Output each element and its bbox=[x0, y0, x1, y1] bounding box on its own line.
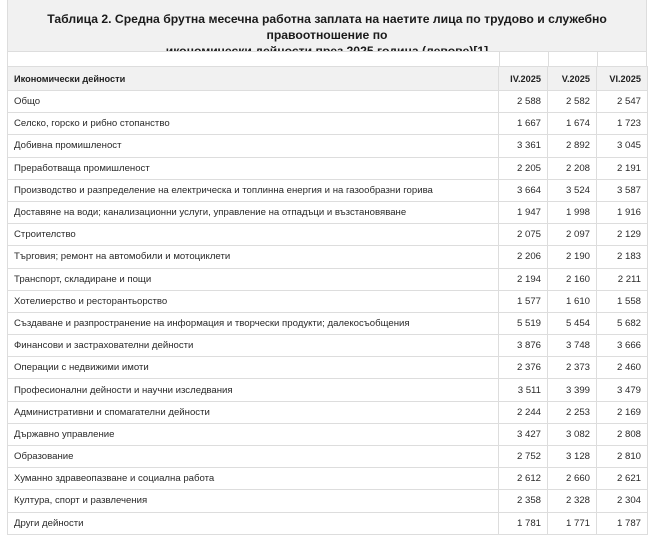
cell-may-2025: 2 373 bbox=[548, 357, 597, 379]
cell-may-2025: 2 160 bbox=[548, 268, 597, 290]
cell-may-2025: 1 610 bbox=[548, 290, 597, 312]
cell-apr-2025: 3 427 bbox=[499, 423, 548, 445]
table-row bbox=[8, 312, 648, 334]
cell-apr-2025: 1 667 bbox=[499, 113, 548, 135]
cell-activity: Култура, спорт и развлечения bbox=[8, 490, 499, 512]
cell-jun-2025: 5 682 bbox=[597, 312, 648, 334]
cell-apr-2025: 3 511 bbox=[499, 379, 548, 401]
cell-activity: Създаване и разпространение на информация и творчески продукти; далекосъобщения bbox=[8, 312, 499, 334]
cell-apr-2025: 3 876 bbox=[499, 335, 548, 357]
table-header-row bbox=[8, 67, 648, 91]
cell-apr-2025: 2 206 bbox=[499, 246, 548, 268]
cell-apr-2025: 1 577 bbox=[499, 290, 548, 312]
table-row bbox=[8, 512, 648, 534]
cell-apr-2025: 1 947 bbox=[499, 201, 548, 223]
cell-activity: Производство и разпределение на електрическа и топлинна енергия и на газообразни горива bbox=[8, 179, 499, 201]
cell-may-2025: 2 190 bbox=[548, 246, 597, 268]
cell-may-2025: 2 097 bbox=[548, 224, 597, 246]
table-row bbox=[8, 446, 648, 468]
cell-may-2025: 3 399 bbox=[548, 379, 597, 401]
cell-activity: Други дейности bbox=[8, 512, 499, 534]
table-row bbox=[8, 357, 648, 379]
cell-jun-2025: 2 810 bbox=[597, 446, 648, 468]
table-row bbox=[8, 423, 648, 445]
cell-jun-2025: 2 169 bbox=[597, 401, 648, 423]
cell-apr-2025: 2 358 bbox=[499, 490, 548, 512]
cell-jun-2025: 2 808 bbox=[597, 423, 648, 445]
cell-activity: Хуманно здравеопазване и социална работа bbox=[8, 468, 499, 490]
cell-jun-2025: 2 304 bbox=[597, 490, 648, 512]
cell-apr-2025: 2 244 bbox=[499, 401, 548, 423]
cell-apr-2025: 1 781 bbox=[499, 512, 548, 534]
table-row bbox=[8, 91, 648, 113]
cell-apr-2025: 2 752 bbox=[499, 446, 548, 468]
cell-activity: Преработваща промишленост bbox=[8, 157, 499, 179]
cell-may-2025: 2 660 bbox=[548, 468, 597, 490]
cell-jun-2025: 2 183 bbox=[597, 246, 648, 268]
cell-activity: Общо bbox=[8, 91, 499, 113]
cell-jun-2025: 3 045 bbox=[597, 135, 648, 157]
table-row bbox=[8, 135, 648, 157]
cell-activity: Транспорт, складиране и пощи bbox=[8, 268, 499, 290]
cell-may-2025: 3 128 bbox=[548, 446, 597, 468]
wages-table bbox=[7, 66, 648, 535]
cell-jun-2025: 2 129 bbox=[597, 224, 648, 246]
cell-activity: Държавно управление bbox=[8, 423, 499, 445]
table-row bbox=[8, 379, 648, 401]
cell-may-2025: 3 082 bbox=[548, 423, 597, 445]
table-empty-header-row bbox=[7, 51, 647, 66]
cell-activity: Строителство bbox=[8, 224, 499, 246]
cell-jun-2025: 1 787 bbox=[597, 512, 648, 534]
cell-activity: Операции с недвижими имоти bbox=[8, 357, 499, 379]
table-row bbox=[8, 290, 648, 312]
cell-jun-2025: 2 191 bbox=[597, 157, 648, 179]
cell-activity: Образование bbox=[8, 446, 499, 468]
table-row bbox=[8, 157, 648, 179]
cell-jun-2025: 1 723 bbox=[597, 113, 648, 135]
cell-may-2025: 1 674 bbox=[548, 113, 597, 135]
cell-activity: Селско, горско и рибно стопанство bbox=[8, 113, 499, 135]
cell-apr-2025: 2 205 bbox=[499, 157, 548, 179]
cell-apr-2025: 2 075 bbox=[499, 224, 548, 246]
cell-may-2025: 2 328 bbox=[548, 490, 597, 512]
cell-jun-2025: 2 211 bbox=[597, 268, 648, 290]
cell-may-2025: 5 454 bbox=[548, 312, 597, 334]
table-row bbox=[8, 201, 648, 223]
cell-may-2025: 2 892 bbox=[548, 135, 597, 157]
cell-jun-2025: 1 916 bbox=[597, 201, 648, 223]
table-body bbox=[8, 91, 648, 535]
cell-jun-2025: 2 460 bbox=[597, 357, 648, 379]
column-header-activity: Икономически дейности bbox=[8, 67, 499, 91]
cell-jun-2025: 2 621 bbox=[597, 468, 648, 490]
table-row bbox=[8, 268, 648, 290]
cell-apr-2025: 2 588 bbox=[499, 91, 548, 113]
cell-activity: Доставяне на води; канализационни услуги, управление на отпадъци и възстановяване bbox=[8, 201, 499, 223]
cell-activity: Професионални дейности и научни изследвания bbox=[8, 379, 499, 401]
cell-may-2025: 2 208 bbox=[548, 157, 597, 179]
cell-jun-2025: 1 558 bbox=[597, 290, 648, 312]
column-header-apr-2025: IV.2025 bbox=[499, 67, 548, 91]
cell-apr-2025: 5 519 bbox=[499, 312, 548, 334]
cell-jun-2025: 3 587 bbox=[597, 179, 648, 201]
cell-may-2025: 3 524 bbox=[548, 179, 597, 201]
table-row bbox=[8, 468, 648, 490]
cell-apr-2025: 2 612 bbox=[499, 468, 548, 490]
cell-jun-2025: 2 547 bbox=[597, 91, 648, 113]
cell-may-2025: 1 771 bbox=[548, 512, 597, 534]
cell-apr-2025: 3 361 bbox=[499, 135, 548, 157]
cell-jun-2025: 3 479 bbox=[597, 379, 648, 401]
table-row bbox=[8, 224, 648, 246]
table-title-line-1: Таблица 2. Средна брутна месечна работна заплата на наетите лица по трудово и служебно правоотношение по bbox=[47, 12, 607, 42]
cell-activity: Хотелиерство и ресторантьорство bbox=[8, 290, 499, 312]
cell-jun-2025: 3 666 bbox=[597, 335, 648, 357]
cell-activity: Търговия; ремонт на автомобили и мотоциклети bbox=[8, 246, 499, 268]
cell-may-2025: 2 253 bbox=[548, 401, 597, 423]
table-row bbox=[8, 179, 648, 201]
column-header-may-2025: V.2025 bbox=[548, 67, 597, 91]
cell-activity: Добивна промишленост bbox=[8, 135, 499, 157]
table-row bbox=[8, 401, 648, 423]
table-title bbox=[7, 0, 647, 51]
cell-apr-2025: 3 664 bbox=[499, 179, 548, 201]
table-row bbox=[8, 246, 648, 268]
cell-may-2025: 3 748 bbox=[548, 335, 597, 357]
table-row bbox=[8, 113, 648, 135]
table-row bbox=[8, 490, 648, 512]
column-header-jun-2025: VI.2025 bbox=[597, 67, 648, 91]
table-row bbox=[8, 335, 648, 357]
cell-activity: Административни и спомагателни дейности bbox=[8, 401, 499, 423]
cell-apr-2025: 2 376 bbox=[499, 357, 548, 379]
cell-activity: Финансови и застрахователни дейности bbox=[8, 335, 499, 357]
cell-apr-2025: 2 194 bbox=[499, 268, 548, 290]
cell-may-2025: 2 582 bbox=[548, 91, 597, 113]
cell-may-2025: 1 998 bbox=[548, 201, 597, 223]
